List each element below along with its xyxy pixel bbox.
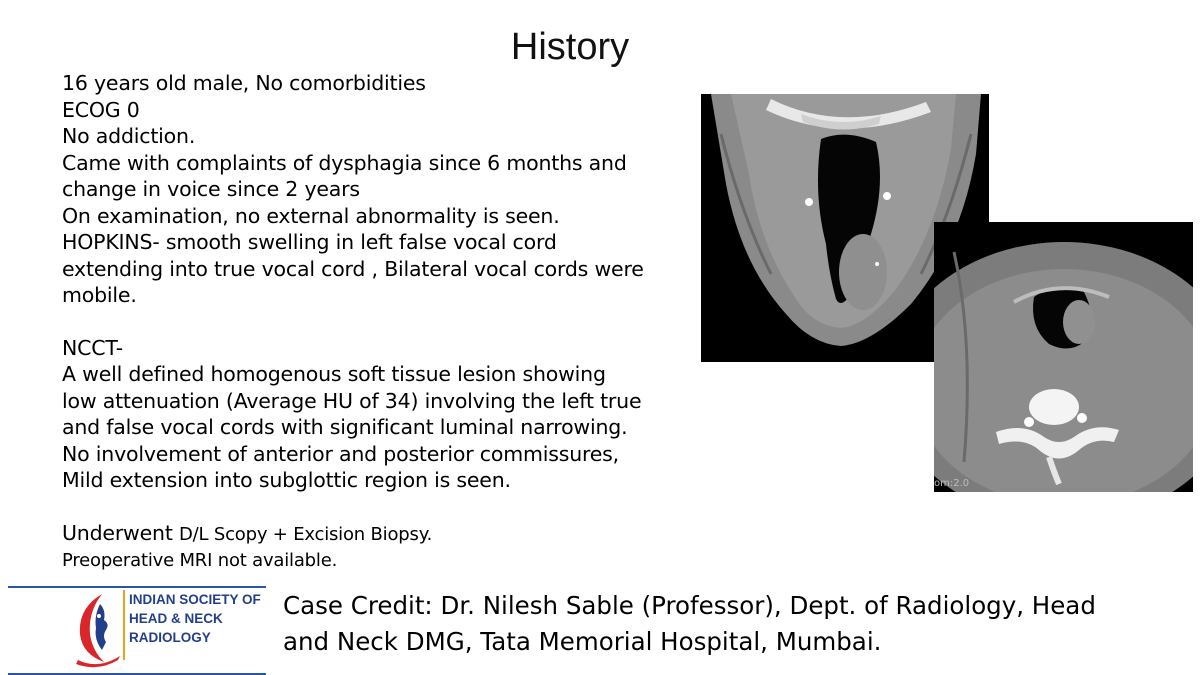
- history-text: [62, 70, 682, 575]
- history-line: HOPKINS- smooth swelling in left false vocal cord: [62, 230, 557, 254]
- scan-zoom-label: om:2.0: [934, 478, 970, 489]
- procedure-prefix: Underwent: [62, 520, 179, 545]
- history-line: change in voice since 2 years: [62, 177, 360, 201]
- ncct-line: Mild extension into subglottic region is seen.: [62, 468, 511, 492]
- logo-line: RADIOLOGY: [129, 630, 211, 645]
- ct-axial-image: [934, 222, 1193, 492]
- history-line: mobile.: [62, 283, 137, 307]
- procedure-detail: D/L Scopy + Excision Biopsy.: [178, 523, 433, 545]
- case-credit: [283, 588, 1183, 660]
- ncct-line: No involvement of anterior and posterior commissures,: [62, 441, 619, 466]
- logo-line: INDIAN SOCIETY OF: [129, 592, 261, 607]
- history-line: extending into true vocal cord , Bilateral vocal cords were: [62, 256, 644, 281]
- credit-line: Case Credit: Dr. Nilesh Sable (Professor), Dept. of Radiology, Head: [283, 591, 1096, 620]
- procedure-line: [62, 520, 682, 549]
- mri-note: Preoperative MRI not available.: [62, 550, 338, 571]
- history-line: ECOG 0: [62, 97, 140, 122]
- credit-line: and Neck DMG, Tata Memorial Hospital, Mumbai.: [283, 627, 882, 656]
- logo-rule: [8, 586, 266, 588]
- ncct-line: low attenuation (Average HU of 34) involving the left true: [62, 388, 642, 413]
- history-line: No addiction.: [62, 124, 196, 148]
- history-line: On examination, no external abnormality is seen.: [62, 203, 560, 228]
- ishnr-logo-text: [123, 590, 263, 660]
- logo-line: HEAD & NECK: [129, 611, 223, 626]
- ncct-heading: NCCT-: [62, 335, 124, 360]
- history-line: 16 years old male, No comorbidities: [62, 71, 426, 95]
- ishnr-emblem-icon: [72, 590, 122, 670]
- ncct-line: and false vocal cords with significant luminal narrowing.: [62, 415, 628, 439]
- history-line: Came with complaints of dysphagia since 6 months and: [62, 150, 627, 175]
- slide-title: History: [510, 26, 630, 68]
- ncct-line: A well defined homogenous soft tissue lesion showing: [62, 362, 606, 386]
